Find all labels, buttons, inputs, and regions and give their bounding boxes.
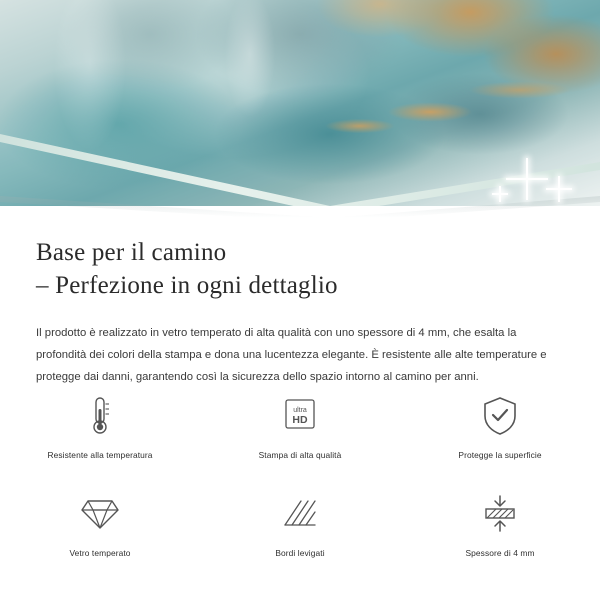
feature-item-polished-edges	[200, 490, 400, 558]
feature-row-1	[0, 392, 600, 460]
product-description: Il prodotto è realizzato in vetro temperato di alta qualità con uno spessore di 4 mm, che esalta la profondità dei colori della stampa e dona una lucentezza elegante. È resistente alle alte temperature e protegge dai danni, garantendo così la sicurezza dello spazio intorno al camino per anni.	[36, 327, 547, 383]
svg-text:HD: HD	[292, 414, 308, 426]
hero-image	[0, 0, 600, 218]
page-title	[36, 236, 600, 302]
feature-label: Vetro temperato	[69, 548, 131, 558]
feature-item-surface-protection	[400, 392, 600, 460]
feature-label: Spessore di 4 mm	[465, 548, 535, 558]
text-block	[0, 218, 600, 388]
feature-label: Stampa di alta qualità	[258, 450, 342, 460]
thermometer-icon	[87, 392, 113, 440]
feature-item-thickness	[400, 490, 600, 558]
feature-row-2	[0, 490, 600, 558]
title-line-1: Base per il camino	[36, 239, 227, 266]
feature-item-temperature	[0, 392, 200, 460]
thickness-arrows-icon	[480, 490, 520, 538]
shield-check-icon	[481, 392, 519, 440]
feature-item-tempered-glass	[0, 490, 200, 558]
ultra-hd-icon	[280, 392, 320, 440]
feature-label: Protegge la superficie	[458, 450, 542, 460]
feature-item-print-quality	[200, 392, 400, 460]
marble-print-surface	[0, 0, 600, 206]
diamond-icon	[80, 490, 120, 538]
polished-edges-icon	[281, 490, 319, 538]
feature-label: Resistente alla temperatura	[47, 450, 153, 460]
title-line-2: – Perfezione in ogni dettaglio	[36, 272, 338, 299]
feature-label: Bordi levigati	[275, 548, 325, 558]
svg-text:ultra: ultra	[293, 407, 307, 414]
feature-grid	[0, 392, 600, 558]
